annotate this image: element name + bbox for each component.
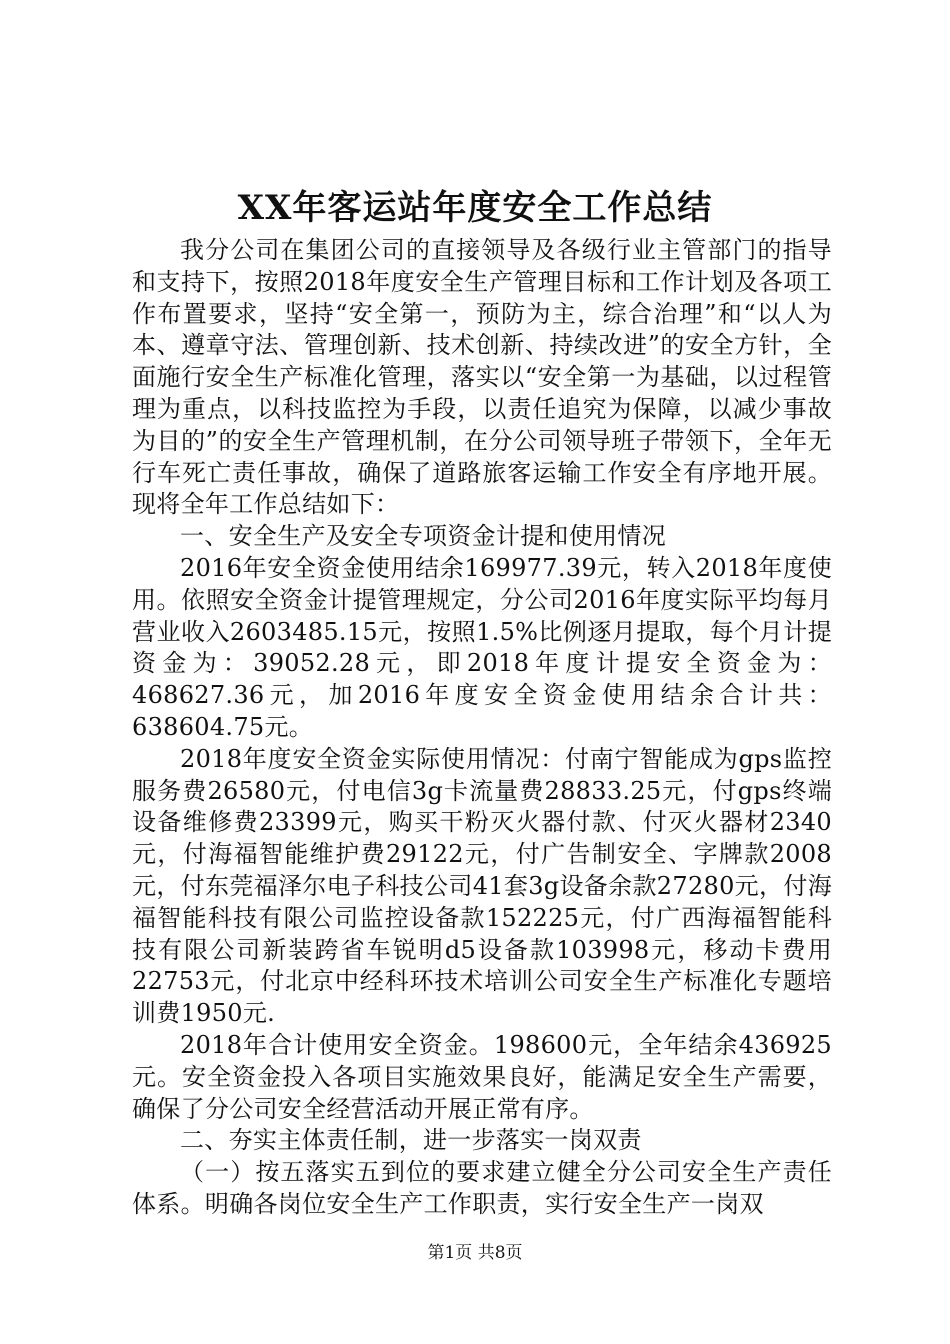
fund-balance-paragraph: 2016年安全资金使用结余169977.39元，转入2018年度使用。依照安全资金计提管理规定，分公司2016年度实际平均每月营业收入2603485.15元，按照1.5%比例逐月提取，每个月计提资金为：39052.28元，即2018年度计提安全资金为：468627.36元，加2016年度安全资金使用结余合计共：638604.75元。 <box>132 553 832 741</box>
responsibility-paragraph: （一）按五落实五到位的要求建立健全分公司安全生产责任体系。明确各岗位安全生产工作职责，实行安全生产一岗双 <box>132 1158 832 1218</box>
page-footer: 第1页 共8页 <box>427 1243 523 1263</box>
fund-usage-paragraph: 2018年度安全资金实际使用情况：付南宁智能成为gps监控服务费26580元，付电信3g卡流量费28833.25元，付gps终端设备维修费23399元，购买干粉灭火器付款、付灭火器材2340元，付海福智能维护费29122元，付广告制安全、字牌款2008元，付东莞福泽尔电子科技公司41套3g设备余款27280元，付海福智能科技有限公司监控设备款152225元，付广西海福智能科技有限公司新装跨省车锐明d5设备款103998元，移动卡费用22753元，付北京中经科环技术培训公司安全生产标准化专题培训费1950元. <box>132 744 832 1028</box>
intro-paragraph: 我分公司在集团公司的直接领导及各级行业主管部门的指导和支持下，按照2018年度安全生产管理目标和工作计划及各项工作布置要求，坚持“安全第一，预防为主，综合治理”和“以人为本、遵章守法、管理创新、技术创新、持续改进”的安全方针，全面施行安全生产标准化管理，落实以“安全第一为基础，以过程管理为重点，以科技监控为手段，以责任追究为保障，以减少事故为目的”的安全生产管理机制，在分公司领导班子带领下，全年无行车死亡责任事故，确保了道路旅客运输工作安全有序地开展。现将全年工作总结如下： <box>132 236 832 519</box>
document-body <box>132 235 832 1221</box>
section-heading-2: 二、夯实主体责任制，进一步落实一岗双责 <box>180 1126 642 1155</box>
section-heading-1: 一、安全生产及安全专项资金计提和使用情况 <box>180 522 666 551</box>
fund-total-paragraph: 2018年合计使用安全资金。198600元，全年结余436925元。安全资金投入各项目实施效果良好，能满足安全生产需要，确保了分公司安全经营活动开展正常有序。 <box>132 1030 832 1123</box>
document-title: XX年客运站年度安全工作总结 <box>237 188 713 228</box>
